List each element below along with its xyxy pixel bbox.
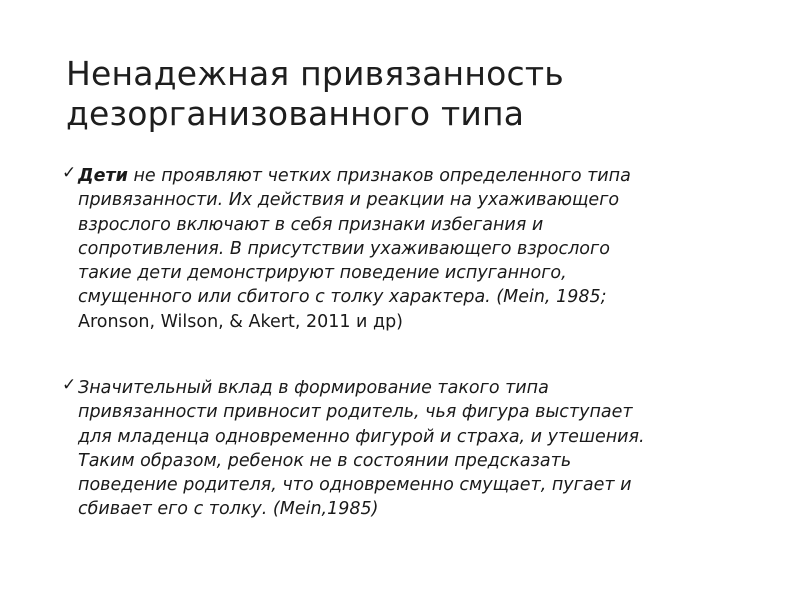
bullet-2-line-5: поведение родителя, что одновременно смущает, пугает и	[78, 475, 632, 496]
bullet-paragraph-1	[62, 164, 752, 334]
bullet-1-line-2: привязанности. Их действия и реакции на ухаживающего	[78, 190, 620, 211]
title-line-1: Ненадежная привязанность	[66, 54, 564, 93]
bullet-1-bold-word: Дети	[78, 166, 128, 186]
checkmark-icon: ✓	[62, 163, 77, 183]
bullet-1-line-5: такие дети демонстрируют поведение испуганного,	[78, 263, 567, 284]
bullet-paragraph-2	[62, 376, 752, 522]
slide-title	[66, 54, 766, 134]
bullet-2-line-3: для младенца одновременно фигурой и страха, и утешения.	[78, 426, 645, 447]
bullet-1-line-1-rest: не проявляют четких признаков определенного типа	[127, 166, 631, 186]
bullet-1-line-6: смущенного или сбитого с толку характера. (Mein, 1985;	[78, 287, 607, 308]
bullet-2-line-1: Значительный вклад в формирование такого типа	[78, 378, 549, 398]
bullet-2-line-2: привязанности привносит родитель, чья фигура выступает	[78, 402, 633, 423]
bullet-1-line-3: взрослого включают в себя признаки избегания и	[78, 214, 544, 235]
bullet-2-line-6: сбивает его с толку. (Mein,1985)	[78, 499, 379, 520]
checkmark-icon: ✓	[62, 375, 77, 395]
bullet-1-citation: Aronson, Wilson, & Akert, 2011 и др)	[78, 311, 404, 332]
bullet-1-line-4: сопротивления. В присутствии ухаживающего взрослого	[78, 238, 610, 259]
title-line-2: дезорганизованного типа	[66, 94, 525, 133]
bullet-1-line-1	[62, 164, 752, 188]
bullet-2-line-4: Таким образом, ребенок не в состоянии предсказать	[78, 450, 572, 471]
